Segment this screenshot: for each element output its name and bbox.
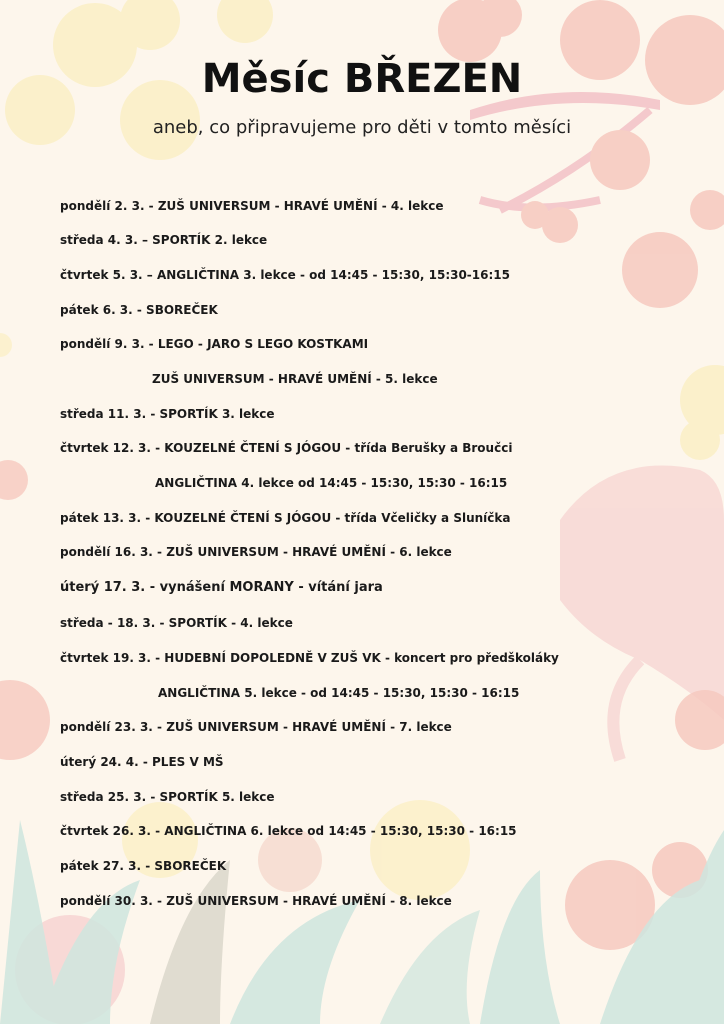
schedule-line: pondělí 9. 3. - LEGO - JARO S LEGO KOSTKAMI	[60, 337, 369, 351]
schedule-line: úterý 17. 3. - vynášení MORANY - vítání jara	[60, 580, 383, 595]
schedule-line: středa 4. 3. – SPORTÍK 2. lekce	[60, 233, 268, 247]
schedule-line: ANGLIČTINA 4. lekce od 14:45 - 15:30, 15:30 - 16:15	[155, 476, 508, 490]
page-title: Měsíc BŘEZEN	[201, 56, 523, 102]
page-subtitle: aneb, co připravujeme pro děti v tomto měsíci	[152, 117, 572, 138]
schedule-line: pondělí 30. 3. - ZUŠ UNIVERSUM - HRAVÉ UMĚNÍ - 8. lekce	[60, 894, 452, 908]
schedule-line: středa 25. 3. - SPORTÍK 5. lekce	[60, 790, 275, 804]
schedule-line: čtvrtek 5. 3. – ANGLIČTINA 3. lekce - od 14:45 - 15:30, 15:30-16:15	[60, 268, 510, 282]
schedule-line: pátek 13. 3. - KOUZELNÉ ČTENÍ S JÓGOU - třída Včeličky a Sluníčka	[60, 511, 511, 525]
schedule-line: ANGLIČTINA 5. lekce - od 14:45 - 15:30, 15:30 - 16:15	[158, 686, 520, 700]
schedule-line: středa - 18. 3. - SPORTÍK - 4. lekce	[60, 616, 293, 630]
schedule-line: pondělí 2. 3. - ZUŠ UNIVERSUM - HRAVÉ UMĚNÍ - 4. lekce	[60, 199, 444, 213]
schedule-line: čtvrtek 12. 3. - KOUZELNÉ ČTENÍ S JÓGOU - třída Berušky a Broučci	[60, 441, 513, 455]
schedule-line: úterý 24. 4. - PLES V MŠ	[60, 755, 224, 769]
schedule-line: pondělí 16. 3. - ZUŠ UNIVERSUM - HRAVÉ UMĚNÍ - 6. lekce	[60, 545, 452, 559]
schedule-line: čtvrtek 19. 3. - HUDEBNÍ DOPOLEDNĚ V ZUŠ VK - koncert pro předškoláky	[60, 651, 559, 665]
schedule-line: středa 11. 3. - SPORTÍK 3. lekce	[60, 407, 275, 421]
schedule-line: pondělí 23. 3. - ZUŠ UNIVERSUM - HRAVÉ UMĚNÍ - 7. lekce	[60, 720, 452, 734]
schedule-line: pátek 27. 3. - SBOREČEK	[60, 859, 227, 873]
schedule-line: pátek 6. 3. - SBOREČEK	[60, 303, 218, 317]
schedule-line: ZUŠ UNIVERSUM - HRAVÉ UMĚNÍ - 5. lekce	[152, 372, 438, 386]
schedule-line: čtvrtek 26. 3. - ANGLIČTINA 6. lekce od 14:45 - 15:30, 15:30 - 16:15	[60, 824, 517, 838]
